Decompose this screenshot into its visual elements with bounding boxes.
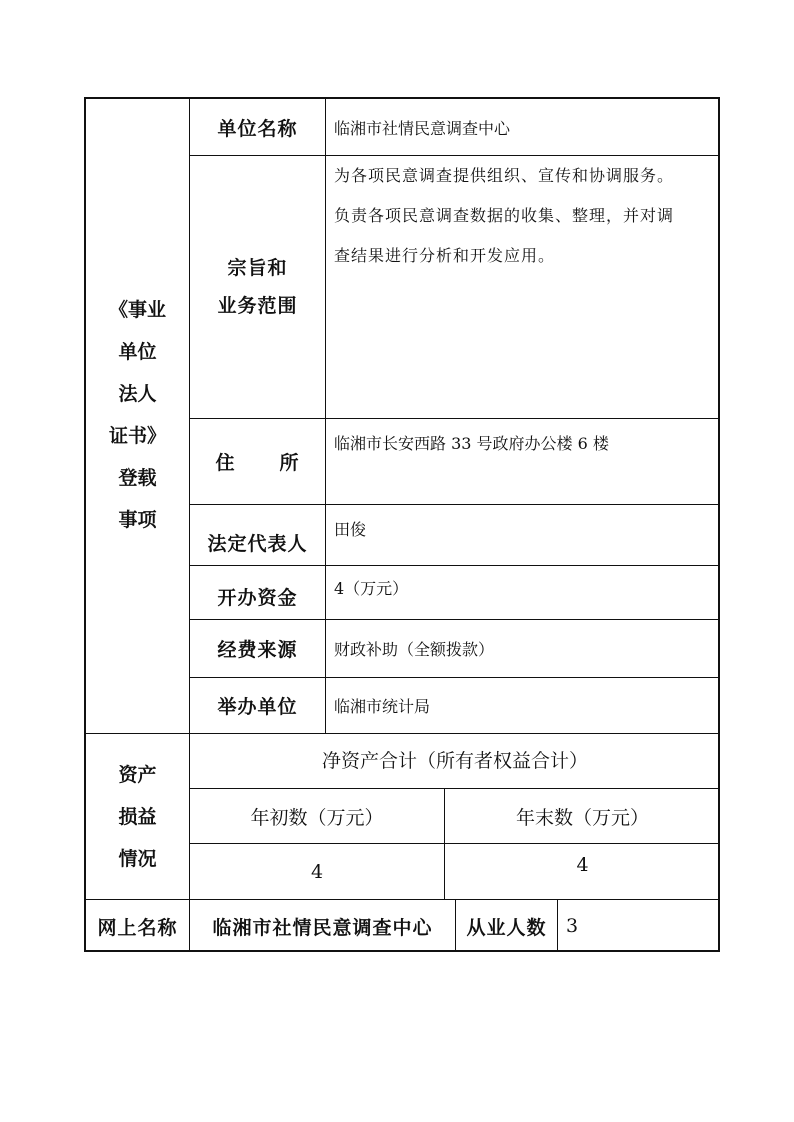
side-label-line: 《事业 [108, 299, 166, 321]
scope-label-line: 业务范围 [217, 295, 298, 317]
year-end-value: 4 [576, 853, 589, 876]
funding-value: 财政补助（全额拨款） [334, 640, 495, 659]
online-name-value: 临湘市社情民意调查中心 [212, 916, 433, 939]
capital-value: 4（万元） [334, 579, 409, 598]
side-label-line: 单位 [118, 341, 157, 363]
staff-count-label: 从业人数 [466, 916, 547, 939]
unit-name-value: 临湘市社情民意调查中心 [334, 118, 511, 138]
registration-table [84, 97, 720, 952]
funding-label: 经费来源 [217, 639, 298, 661]
staff-count-value: 3 [566, 915, 579, 937]
scope-line: 查结果进行分析和开发应用。 [334, 246, 556, 265]
address-label [190, 419, 325, 504]
capital-label: 开办资金 [217, 587, 298, 609]
side-label-line: 登载 [118, 467, 157, 489]
side-label-line: 事项 [118, 509, 157, 531]
side-label-line: 法人 [118, 383, 157, 405]
legal-rep-value: 田俊 [334, 520, 367, 539]
address-label-char: 住 [215, 452, 236, 474]
net-assets-header: 净资产合计（所有者权益合计） [321, 749, 588, 772]
unit-name-label: 单位名称 [217, 117, 298, 140]
assets-label [86, 734, 189, 899]
year-begin-value: 4 [310, 860, 324, 883]
legal-rep-label: 法定代表人 [207, 532, 308, 555]
side-label-line: 损益 [118, 805, 157, 828]
year-begin-header: 年初数（万元） [250, 806, 384, 829]
sponsor-label: 举办单位 [217, 696, 298, 718]
side-label-line: 情况 [118, 847, 157, 870]
scope-label-line: 宗旨和 [227, 257, 288, 279]
side-label-line: 证书》 [108, 425, 166, 447]
certificate-items-label [86, 289, 189, 549]
online-name-label: 网上名称 [97, 916, 178, 939]
scope-label [190, 156, 325, 418]
side-label-line: 资产 [118, 763, 157, 786]
address-value: 临湘市长安西路 33 号政府办公楼 6 楼 [334, 434, 609, 453]
scope-value [326, 156, 720, 418]
address-label-char: 所 [279, 452, 300, 474]
scope-line: 负责各项民意调查数据的收集、整理，并对调 [334, 206, 675, 225]
sponsor-value: 临湘市统计局 [334, 697, 431, 716]
scope-line: 为各项民意调查提供组织、宣传和协调服务。 [334, 166, 675, 185]
year-end-header: 年末数（万元） [515, 806, 649, 829]
